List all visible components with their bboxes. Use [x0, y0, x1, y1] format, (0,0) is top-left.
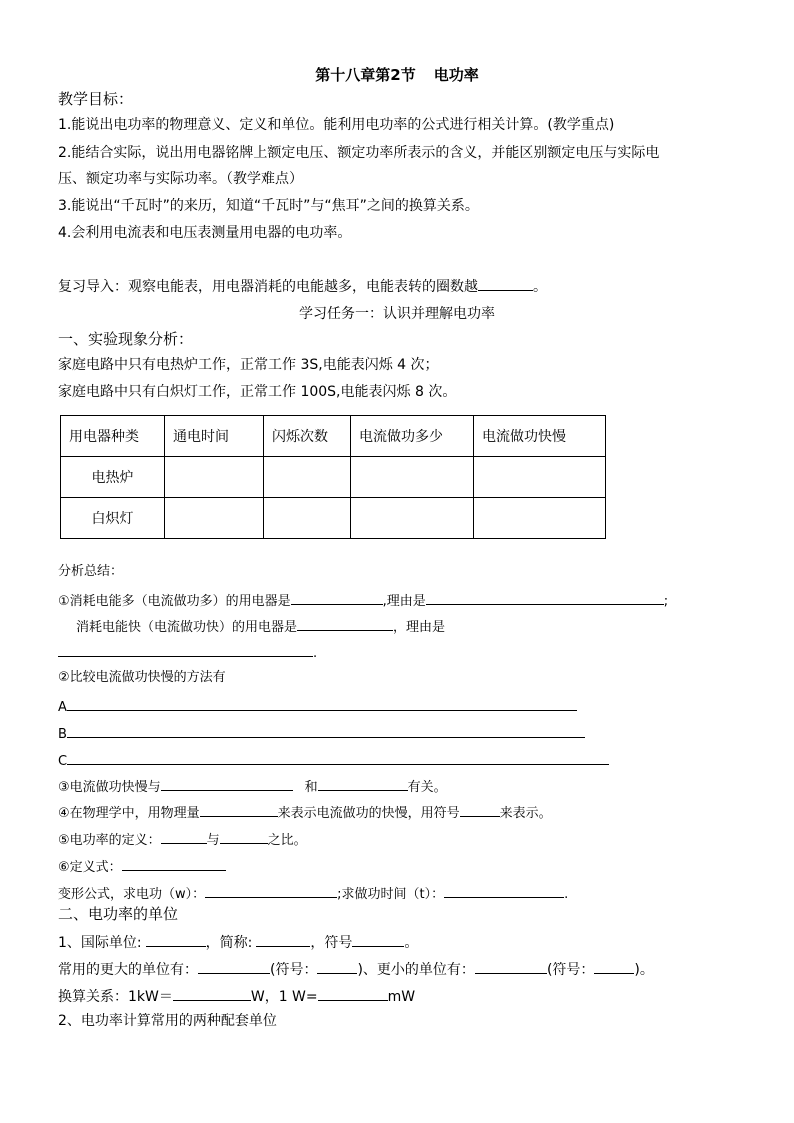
- q1d-text: 消耗电能快（电流做功快）的用电器是: [76, 620, 298, 635]
- table-cell[interactable]: [264, 498, 351, 539]
- q2-option-b: [58, 723, 585, 744]
- q3-blank-2[interactable]: [318, 776, 408, 791]
- q7-blank-work[interactable]: [205, 883, 337, 898]
- u2b-text: (符号：: [270, 962, 318, 978]
- observation-2: 家庭电路中只有白炽灯工作，正常工作 100S,电能表闪烁 8 次。: [58, 384, 457, 400]
- q6-blank-formula[interactable]: [122, 856, 226, 871]
- review-line: [58, 276, 547, 296]
- q1c-text: ;: [663, 594, 669, 609]
- observation-1: 家庭电路中只有电热炉工作，正常工作 3S,电能表闪烁 4 次；: [58, 357, 439, 373]
- chapter-label: 第十八章第2节: [315, 66, 416, 84]
- page-title: [0, 64, 794, 85]
- q7-blank-time[interactable]: [444, 883, 564, 898]
- u3c-text: mW: [387, 989, 416, 1005]
- table-cell[interactable]: [474, 498, 606, 539]
- option-c-label: C: [58, 754, 68, 769]
- q3a-text: ③电流做功快慢与: [58, 780, 161, 795]
- q1-blank-device2[interactable]: [297, 616, 393, 631]
- q7-line: [58, 883, 568, 904]
- option-c-blank[interactable]: [67, 750, 609, 765]
- conversion-blank-2[interactable]: [318, 986, 388, 1001]
- q1-blank-reason2[interactable]: [58, 642, 313, 657]
- option-b-blank[interactable]: [67, 723, 585, 738]
- review-text: 复习导入：观察电能表，用电器消耗的电能越多，电能表转的圈数越: [58, 279, 478, 295]
- q2-option-a: [58, 696, 577, 717]
- q5-blank-2[interactable]: [220, 829, 268, 844]
- unit-blank-larger[interactable]: [198, 959, 270, 974]
- unit-line-2: [58, 959, 654, 979]
- q1-line1: [58, 590, 668, 611]
- table-cell: 白炽灯: [61, 498, 165, 539]
- table-cell[interactable]: [165, 457, 264, 498]
- u2c-text: )、更小的单位有：: [357, 962, 475, 978]
- goal-4: 4.会利用电流表和电压表测量用电器的电功率。: [58, 225, 352, 241]
- unit-blank-smaller[interactable]: [475, 959, 547, 974]
- option-a-blank[interactable]: [67, 696, 577, 711]
- q4-blank-symbol[interactable]: [460, 802, 500, 817]
- table-header: 电流做功快慢: [474, 416, 606, 457]
- q6-line: [58, 856, 226, 877]
- u3b-text: W，1 W=: [250, 989, 318, 1005]
- experiment-table: [60, 415, 606, 539]
- unit-blank-symbol[interactable]: [352, 932, 404, 947]
- q1-blank-reason[interactable]: [426, 590, 664, 605]
- table-cell[interactable]: [351, 498, 474, 539]
- u3a-text: 换算关系：1kW＝: [58, 989, 173, 1005]
- q7a-text: 变形公式，求电功（w）：: [58, 887, 206, 902]
- goals-heading: 教学目标：: [58, 90, 134, 108]
- unit-blank-smaller-symbol[interactable]: [594, 959, 634, 974]
- q5-blank-1[interactable]: [161, 829, 207, 844]
- table-header-row: [61, 416, 606, 457]
- table-cell[interactable]: [474, 457, 606, 498]
- goal-1: 1.能说出电功率的物理意义、定义和单位。能利用电功率的公式进行相关计算。(教学重点): [58, 117, 615, 133]
- q1b-text: ,理由是: [382, 594, 426, 609]
- q7c-text: .: [564, 887, 569, 902]
- u1b-text: ，简称:: [205, 935, 253, 951]
- q7b-text: ;求做功时间（t）：: [337, 887, 445, 902]
- option-a-label: A: [58, 700, 67, 715]
- q4b-text: 来表示电流做功的快慢，用符号: [277, 806, 460, 821]
- q1f-text: .: [313, 646, 318, 661]
- q3b-text: 和: [304, 780, 318, 795]
- table-cell[interactable]: [165, 498, 264, 539]
- u2d-text: (符号：: [546, 962, 595, 978]
- task1-title: 学习任务一：认识并理解电功率: [299, 306, 495, 322]
- unit-blank-short[interactable]: [256, 932, 310, 947]
- part1-heading: 一、实验现象分析：: [58, 330, 194, 348]
- q1e-text: ，理由是: [393, 620, 446, 635]
- goal-2b: 压、额定功率与实际功率。（教学难点）: [58, 171, 303, 187]
- u2e-text: )。: [634, 962, 654, 978]
- table-cell[interactable]: [351, 457, 474, 498]
- unit-line-4: 2、电功率计算常用的两种配套单位: [58, 1013, 277, 1029]
- table-cell: 电热炉: [61, 457, 165, 498]
- q5c-text: 之比。: [267, 833, 307, 848]
- q6-text: ⑥定义式：: [58, 860, 122, 875]
- conversion-blank-1[interactable]: [173, 986, 251, 1001]
- topic-label: 电功率: [433, 66, 479, 84]
- review-end: 。: [533, 279, 547, 295]
- q5b-text: 与: [206, 833, 220, 848]
- q3c-text: 有关。: [407, 780, 447, 795]
- review-blank[interactable]: [478, 276, 533, 291]
- q5-line: [58, 829, 307, 850]
- unit-line-1: [58, 932, 418, 952]
- u1a-text: 1、国际单位:: [58, 935, 142, 951]
- table-header: 电流做功多少: [351, 416, 474, 457]
- q2-text: ②比较电流做功快慢的方法有: [58, 670, 226, 685]
- option-b-label: B: [58, 727, 67, 742]
- q1-line3: [58, 642, 317, 663]
- u1d-text: 。: [404, 935, 419, 951]
- q3-line: [58, 776, 447, 797]
- goal-2a: 2.能结合实际，说出用电器铭牌上额定电压、额定功率所表示的含义，并能区别额定电压与实际电: [58, 145, 660, 161]
- table-cell[interactable]: [264, 457, 351, 498]
- u2a-text: 常用的更大的单位有：: [58, 962, 198, 978]
- q3-blank-1[interactable]: [161, 776, 293, 791]
- analysis-heading: 分析总结：: [58, 564, 124, 579]
- unit-blank-larger-symbol[interactable]: [317, 959, 357, 974]
- table-row: [61, 457, 606, 498]
- q4-line: [58, 802, 552, 823]
- q1-line2: [76, 616, 445, 637]
- unit-line-3: [58, 986, 415, 1006]
- unit-blank-name[interactable]: [146, 932, 206, 947]
- q4c-text: 来表示。: [499, 806, 552, 821]
- table-header: 闪烁次数: [264, 416, 351, 457]
- q2-option-c: [58, 750, 609, 771]
- u1c-text: ，符号: [310, 935, 353, 951]
- part2-heading: 二、电功率的单位: [58, 905, 179, 923]
- q1-blank-device[interactable]: [291, 590, 383, 605]
- q4a-text: ④在物理学中，用物理量: [58, 806, 200, 821]
- table-header: 用电器种类: [61, 416, 165, 457]
- q4-blank-quantity[interactable]: [200, 802, 278, 817]
- q1a-text: ①消耗电能多（电流做功多）的用电器是: [58, 594, 291, 609]
- table-header: 通电时间: [165, 416, 264, 457]
- table-row: [61, 498, 606, 539]
- goal-3: 3.能说出“千瓦时”的来历，知道“千瓦时”与“焦耳”之间的换算关系。: [58, 198, 479, 214]
- q5a-text: ⑤电功率的定义：: [58, 833, 161, 848]
